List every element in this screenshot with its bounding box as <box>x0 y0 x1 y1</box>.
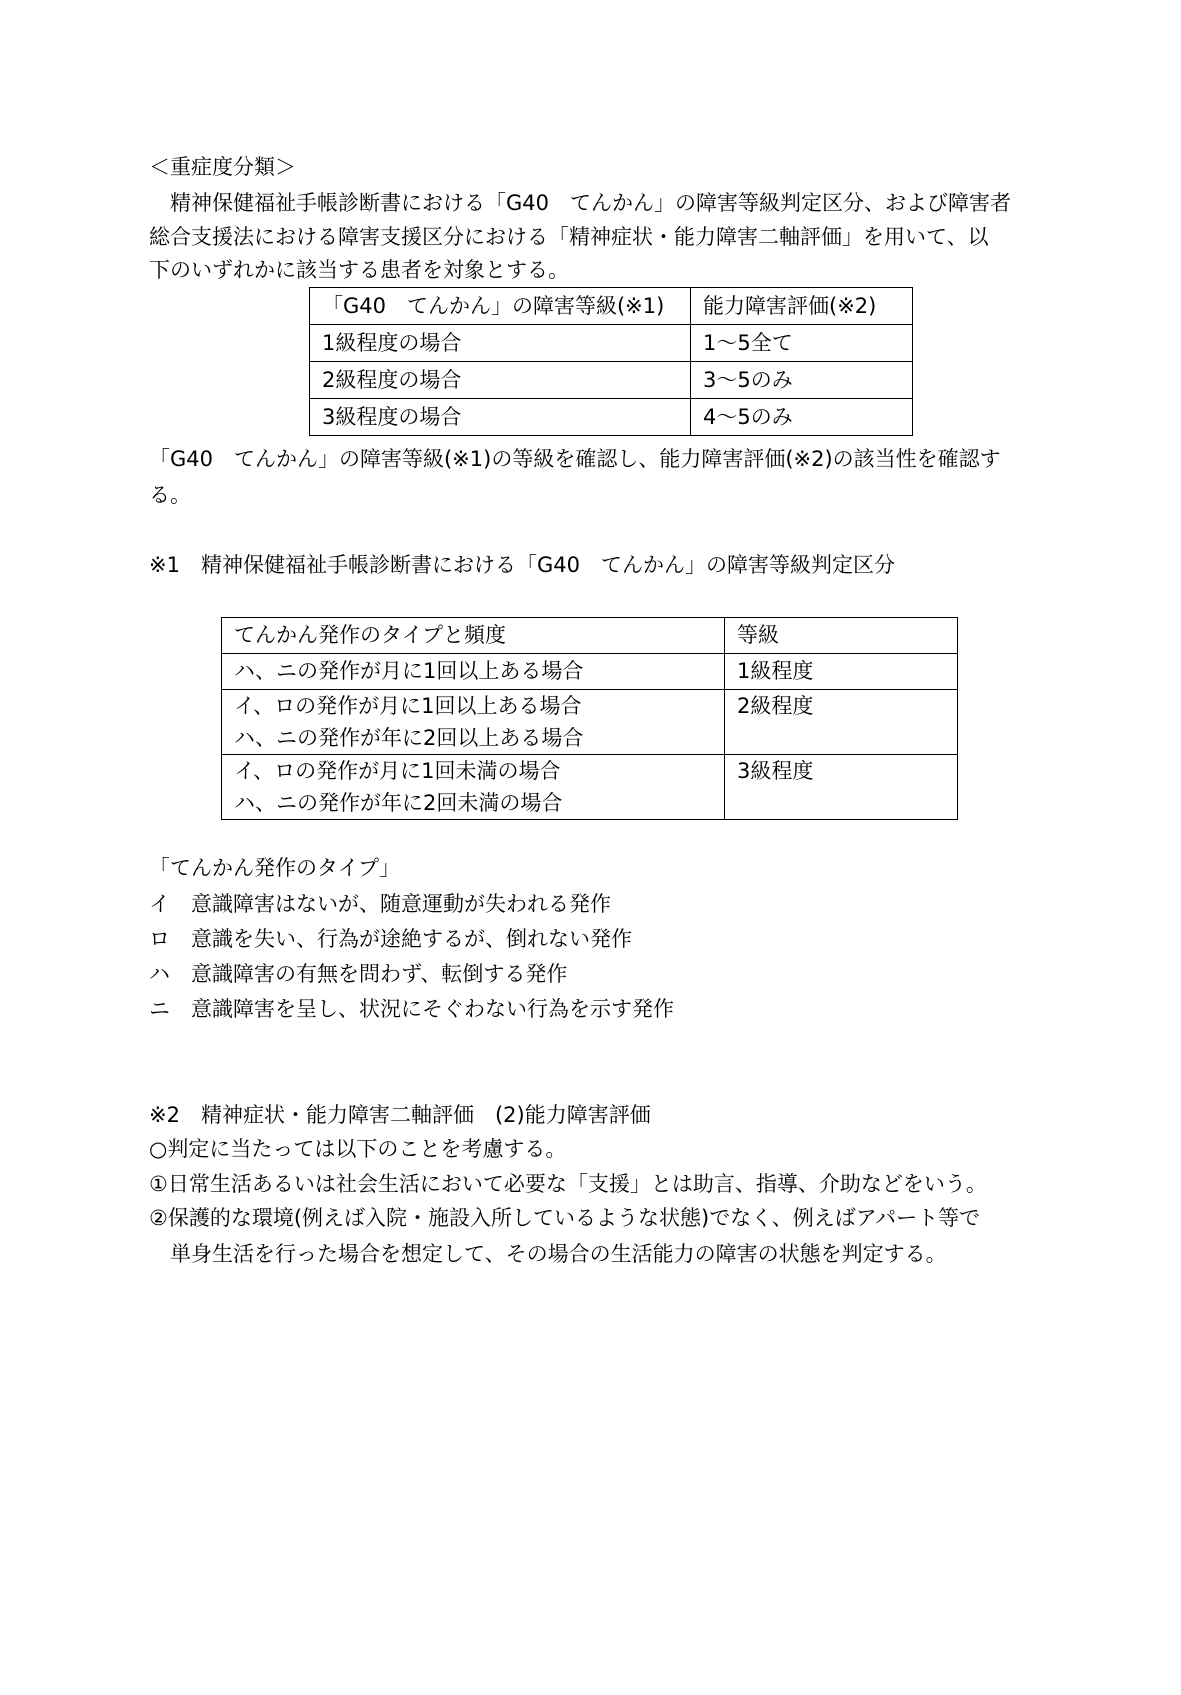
section-heading: ＜重症度分類＞ <box>149 155 296 179</box>
table-cell: 1級程度 <box>725 654 958 690</box>
table-cell: 2級程度の場合 <box>310 362 691 399</box>
seizure-type-item: ロ 意識を失い、行為が途絶するが、倒れない発作 <box>149 927 632 951</box>
table-header-row <box>310 288 913 325</box>
note2-line: ○判定に当たっては以下のことを考慮する。 <box>149 1137 567 1161</box>
table-cell-line: ハ、ニの発作が年に2回未満の場合 <box>234 791 563 815</box>
seizure-types-title: 「てんかん発作のタイプ」 <box>149 856 400 880</box>
seizure-type-item: イ 意識障害はないが、随意運動が失われる発作 <box>149 892 611 916</box>
note2-line: 単身生活を行った場合を想定して、その場合の生活能力の障害の状態を判定する。 <box>149 1242 947 1266</box>
table-header-cell: てんかん発作のタイプと頻度 <box>222 618 725 654</box>
intro-line: 総合支援法における障害支援区分における「精神症状・能力障害二軸評価」を用いて、以 <box>149 225 989 249</box>
table-header-cell: 「G40 てんかん」の障害等級(※1) <box>310 288 691 325</box>
note1-title: ※1 精神保健福祉手帳診断書における「G40 てんかん」の障害等級判定区分 <box>149 553 895 577</box>
seizure-type-item: ハ 意識障害の有無を問わず、転倒する発作 <box>149 962 568 986</box>
table-cell: 3級程度 <box>737 759 814 783</box>
table-cell: 3～5のみ <box>691 362 913 399</box>
table-cell: 4～5のみ <box>691 399 913 436</box>
note2-line: ②保護的な環境(例えば入院・施設入所しているような状態)でなく、例えばアパート等で <box>149 1206 981 1230</box>
seizure-type-item: ニ 意識障害を呈し、状況にそぐわない行為を示す発作 <box>149 997 674 1021</box>
table-row <box>310 325 913 362</box>
table-row <box>310 399 913 436</box>
table-header-cell: 等級 <box>725 618 958 654</box>
table-cell: ハ、ニの発作が月に1回以上ある場合 <box>222 654 725 690</box>
grade-evaluation-table <box>309 287 913 436</box>
intro-line: 下のいずれかに該当する患者を対象とする。 <box>149 258 569 282</box>
table-cell-line: イ、ロの発作が月に1回未満の場合 <box>234 759 561 783</box>
note2-line: ①日常生活あるいは社会生活において必要な「支援」とは助言、指導、介助などをいう。 <box>149 1172 987 1196</box>
table-cell: 2級程度 <box>737 694 814 718</box>
intro-line: 精神保健福祉手帳診断書における「G40 てんかん」の障害等級判定区分、および障害者 <box>149 191 1011 215</box>
seizure-grade-table <box>221 617 958 820</box>
table-row <box>310 362 913 399</box>
note2-title: ※2 精神症状・能力障害二軸評価 (2)能力障害評価 <box>149 1103 651 1127</box>
table-row <box>222 690 958 755</box>
note-line: る。 <box>149 483 191 507</box>
table-cell-line: イ、ロの発作が月に1回以上ある場合 <box>234 694 582 718</box>
table-row <box>222 755 958 820</box>
table-cell: 3級程度の場合 <box>310 399 691 436</box>
table-cell: 1～5全て <box>691 325 913 362</box>
table-cell-line: ハ、ニの発作が年に2回以上ある場合 <box>234 726 584 750</box>
note-line: 「G40 てんかん」の障害等級(※1)の等級を確認し、能力障害評価(※2)の該当性を確認す <box>149 447 1001 471</box>
table-header-row <box>222 618 958 654</box>
table-header-cell: 能力障害評価(※2) <box>691 288 913 325</box>
table-row <box>222 654 958 690</box>
table-cell: 1級程度の場合 <box>310 325 691 362</box>
